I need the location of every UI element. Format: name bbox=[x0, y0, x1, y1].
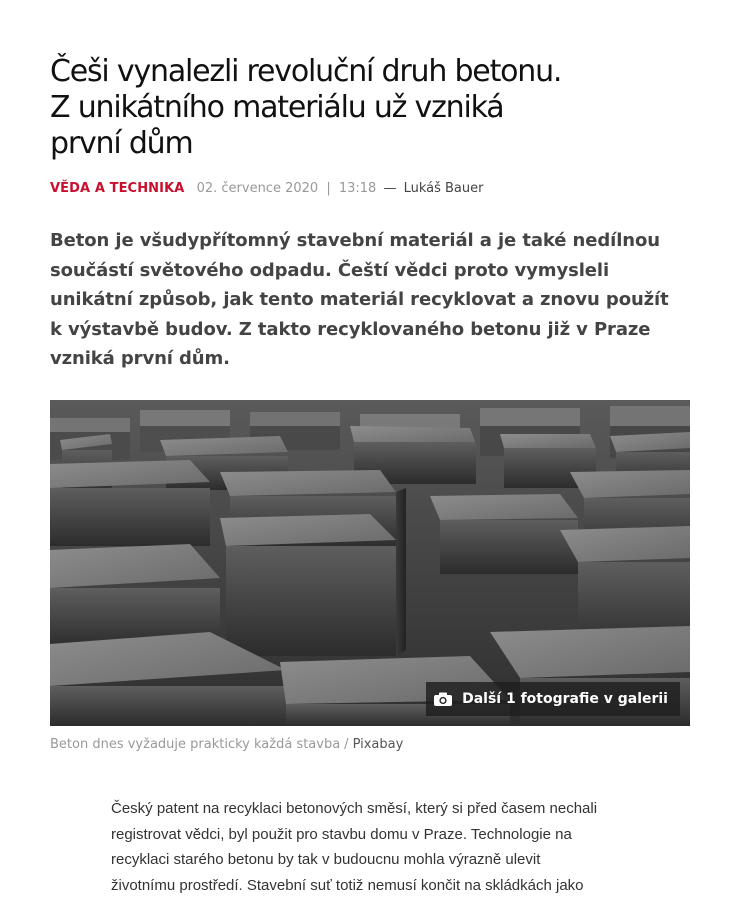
article-body bbox=[111, 796, 651, 898]
title-line: Češi vynalezli revoluční druh betonu. bbox=[50, 54, 562, 89]
concrete-blocks-image bbox=[50, 400, 690, 726]
title-line: první dům bbox=[50, 126, 193, 161]
gallery-button[interactable] bbox=[426, 682, 680, 716]
caption-separator: / bbox=[344, 737, 349, 752]
article-meta bbox=[50, 180, 484, 198]
article-perex bbox=[50, 226, 690, 374]
perex-line: Beton je všudypřítomný stavební materiál a je také nedílnou bbox=[50, 230, 660, 251]
perex-line: vzniká první dům. bbox=[50, 348, 230, 369]
photo-caption bbox=[50, 736, 403, 754]
perex-line: součástí světového odpadu. Čeští vědci proto vymysleli bbox=[50, 259, 610, 281]
gallery-label: Další 1 fotografie v galerii bbox=[462, 691, 668, 707]
meta-separator: | bbox=[326, 181, 331, 196]
title-line: Z unikátního materiálu už vzniká bbox=[50, 90, 504, 125]
author-dash: — bbox=[383, 181, 397, 196]
publish-time: 13:18 bbox=[338, 181, 377, 196]
publish-date: 02. července 2020 bbox=[196, 181, 319, 196]
caption-source: Pixabay bbox=[352, 737, 404, 752]
perex-line: unikátní způsob, jak tento materiál recyklovat a znovu použít bbox=[50, 289, 669, 310]
body-line: životnímu prostředí. Stavební suť totiž nemusí končit na skládkách jako bbox=[111, 876, 584, 894]
body-line: registrovat vědci, byl použit pro stavbu domu v Praze. Technologie na bbox=[111, 825, 572, 843]
article-photo[interactable] bbox=[50, 400, 690, 726]
camera-icon bbox=[434, 692, 452, 706]
category-link[interactable]: VĚDA A TECHNIKA bbox=[50, 181, 185, 196]
body-line: recyklaci starého betonu by tak v budoucnu mohla výrazně ulevit bbox=[111, 851, 541, 868]
caption-text: Beton dnes vyžaduje prakticky každá stavba bbox=[50, 737, 341, 752]
body-line: Český patent na recyklaci betonových směsí, který si před časem nechali bbox=[111, 800, 598, 817]
author-link[interactable]: Lukáš Bauer bbox=[403, 181, 484, 196]
perex-line: k výstavbě budov. Z takto recyklovaného betonu již v Praze bbox=[50, 318, 651, 340]
article-title bbox=[50, 54, 690, 162]
